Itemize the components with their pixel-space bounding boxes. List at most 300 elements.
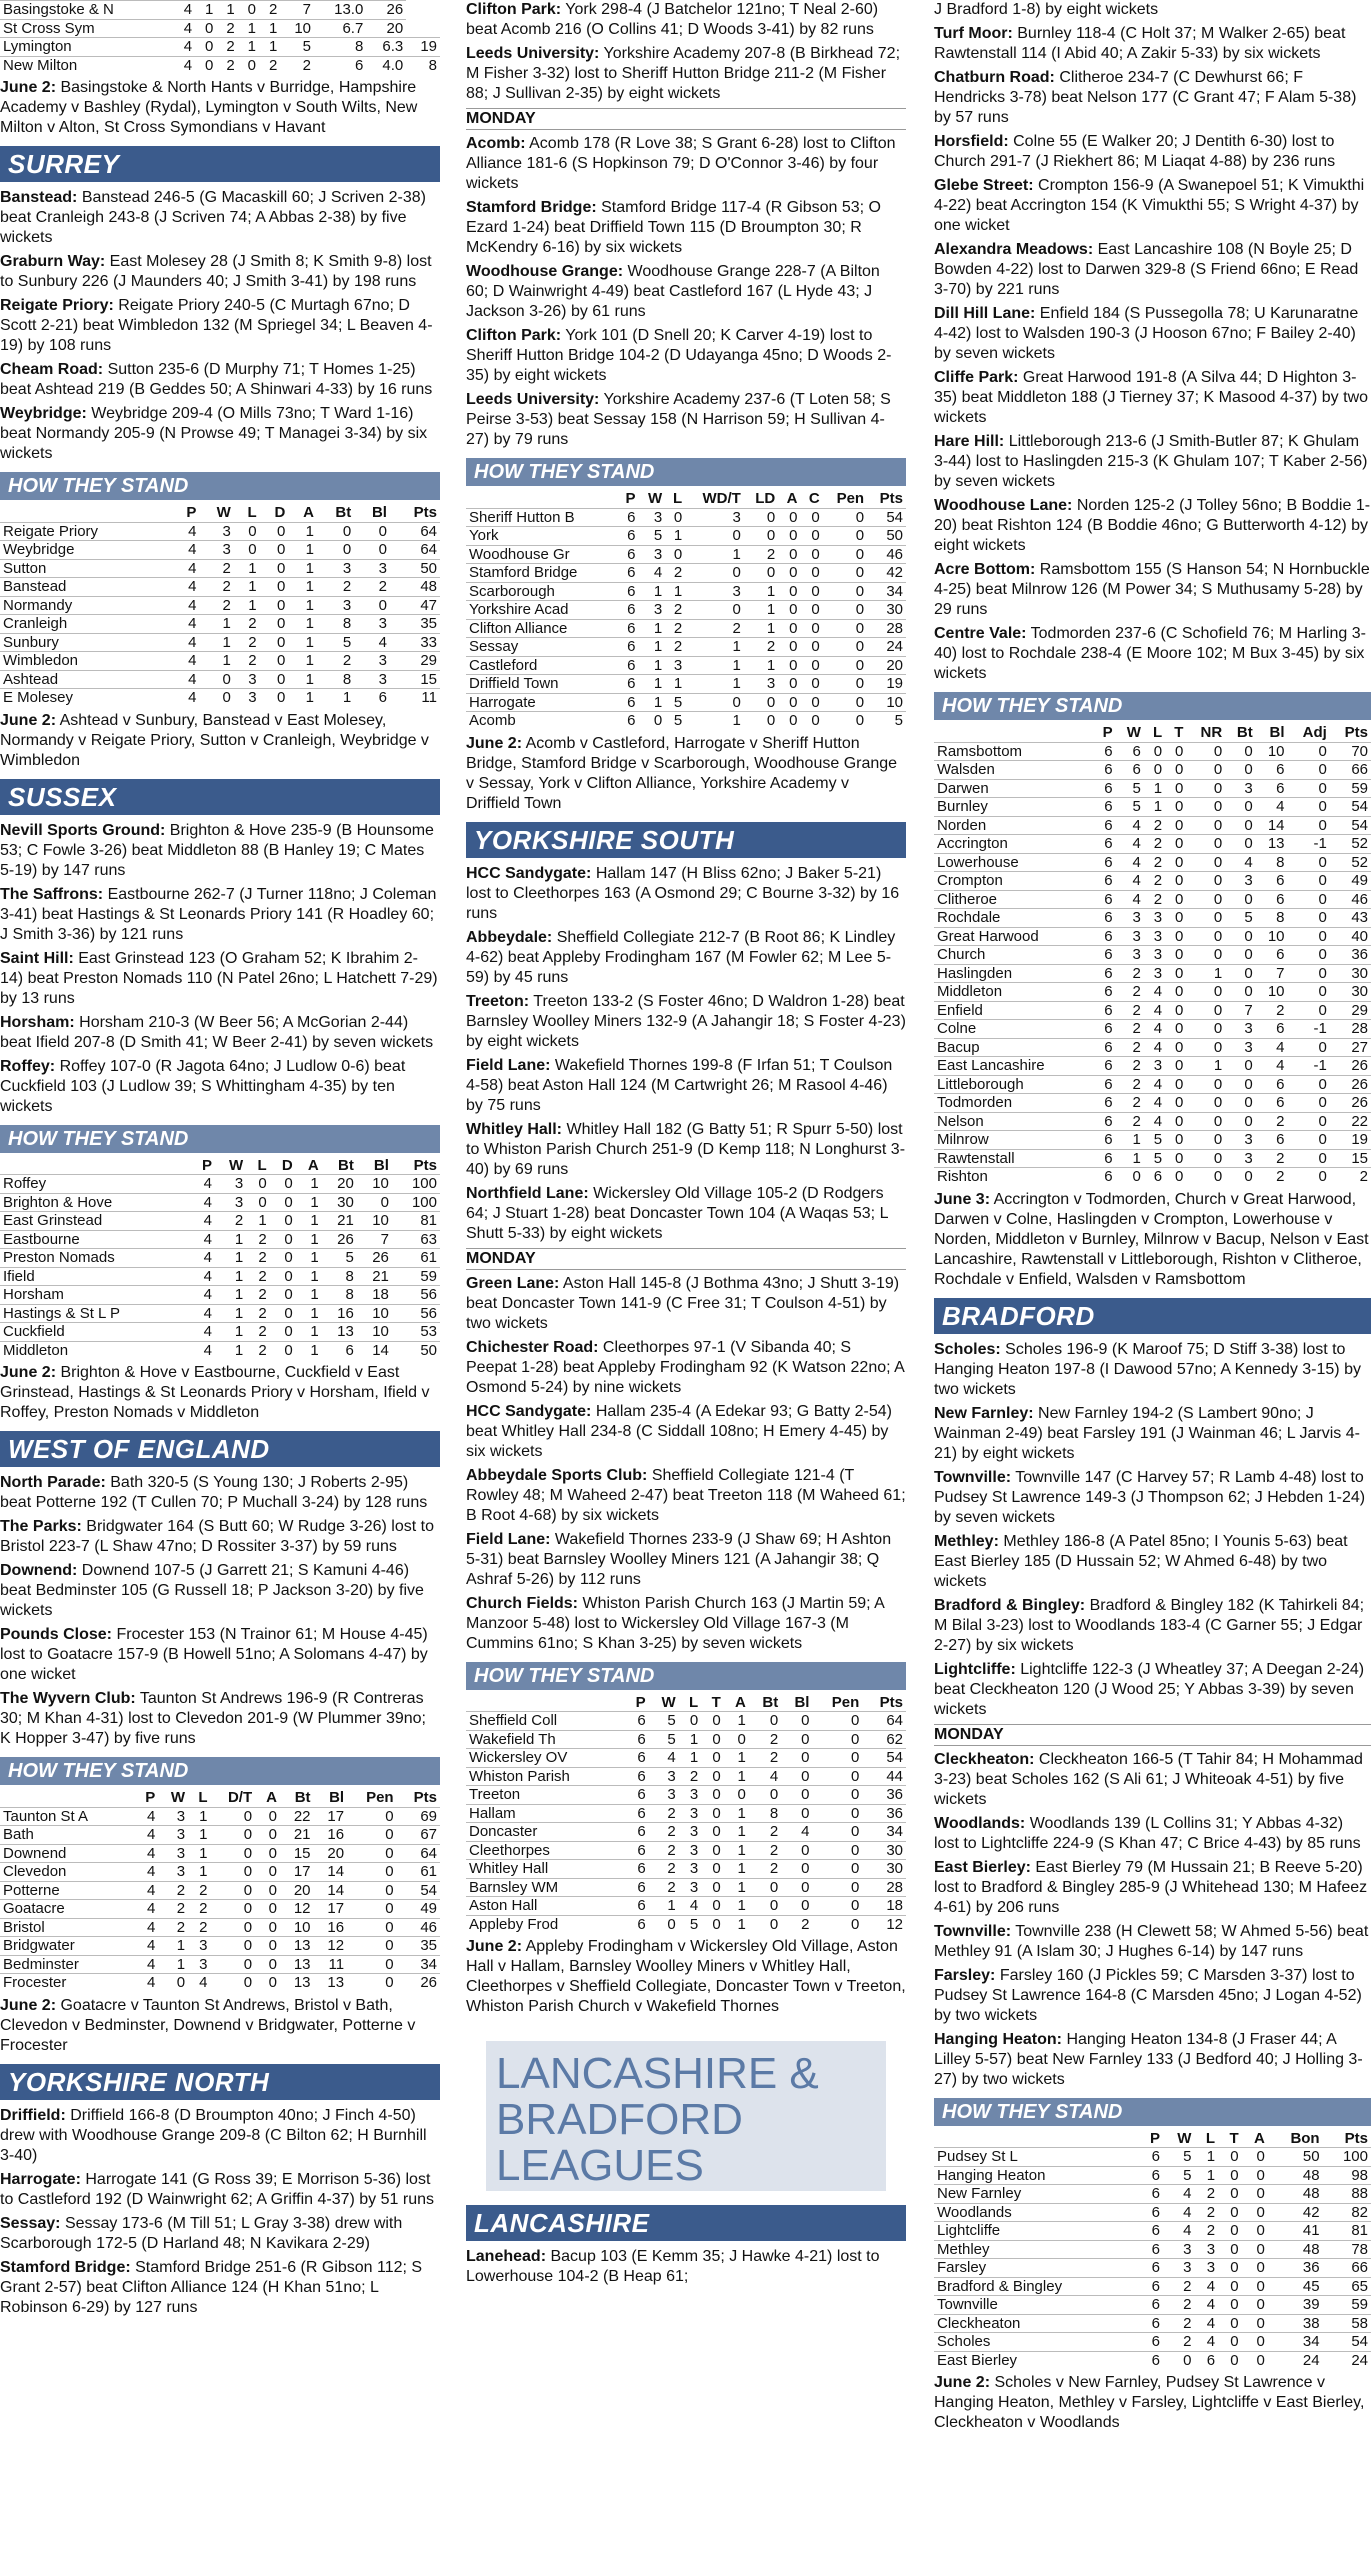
column-header: T xyxy=(711,1693,721,1711)
stat-cell: 2 xyxy=(246,1323,269,1342)
stat-cell: 82 xyxy=(1323,2203,1371,2222)
match-result xyxy=(0,1561,440,1621)
stat-cell: 0 xyxy=(1144,761,1165,780)
venue-label: Sessay: xyxy=(0,2214,61,2232)
stat-cell: 4 xyxy=(172,670,199,689)
stat-cell: 1 xyxy=(1194,2148,1218,2167)
stat-cell: 17 xyxy=(280,1863,314,1882)
venue-label: Green Lane: xyxy=(466,1274,560,1292)
stat-cell: 54 xyxy=(397,1881,440,1900)
stat-cell: 4 xyxy=(1256,1057,1288,1076)
column-header: D xyxy=(274,504,286,521)
stat-cell: 0 xyxy=(1225,761,1256,780)
standings-header: HOW THEY STAND xyxy=(0,1125,440,1153)
stat-cell: 6 xyxy=(617,582,638,601)
stat-cell: 0 xyxy=(1165,1075,1186,1094)
stat-cell: 2 xyxy=(1116,1001,1144,1020)
stat-cell: 1 xyxy=(288,670,317,689)
stat-cell: 0 xyxy=(270,1304,296,1323)
column-header: Bl xyxy=(373,1156,389,1174)
stat-cell: 30 xyxy=(1330,964,1371,983)
table-row xyxy=(934,1131,1371,1150)
column-header: Pts xyxy=(413,504,437,521)
fixture-date: June 2: xyxy=(0,1996,57,2014)
stat-cell: 1 xyxy=(288,615,317,634)
stat-cell: 3 xyxy=(158,1826,188,1845)
team-name: Whiston Parish xyxy=(466,1767,625,1786)
stat-cell: 26 xyxy=(397,1974,440,1992)
match-result xyxy=(934,1750,1371,1810)
result-text: Frocester 153 (N Trainor 61; M House 4-45) lost to Goatacre 157-9 (B Howell 51no; A Solomans 4-47) by one wicket xyxy=(0,1626,428,1683)
team-name: York xyxy=(466,527,617,546)
stat-cell: 3 xyxy=(665,656,685,675)
stat-cell: 53 xyxy=(392,1323,440,1342)
stat-cell: 4 xyxy=(1194,2314,1218,2333)
table-row xyxy=(934,1057,1371,1076)
stat-cell: 7 xyxy=(1225,1001,1256,1020)
team-name: Clifton Alliance xyxy=(466,619,617,638)
fixtures xyxy=(0,1363,440,1423)
column-header: A xyxy=(734,1693,746,1711)
stat-cell: 6 xyxy=(625,1897,649,1916)
result-text: Farsley 160 (J Pickles 59; C Marsden 3-37) lost to Pudsey St Lawrence 164-8 (C Marsden 45no; J Logan 4-52) by two wickets xyxy=(934,1966,1362,2024)
stat-cell: 8 xyxy=(1256,853,1288,872)
stat-cell: 1 xyxy=(296,1212,322,1231)
venue-label: Methley: xyxy=(934,1532,999,1550)
column-header: L xyxy=(247,504,257,521)
stat-cell: 0 xyxy=(823,601,867,620)
column-3 xyxy=(934,0,1371,2560)
stat-cell: 6 xyxy=(1093,1131,1115,1150)
stat-cell: 13 xyxy=(322,1323,357,1342)
column-header xyxy=(934,2130,1138,2148)
stat-cell: 2 xyxy=(1194,2185,1218,2204)
stat-cell: 0 xyxy=(812,1823,862,1842)
stat-cell: 0 xyxy=(749,1786,781,1805)
result-text: Wakefield Thornes 233-9 (J Shaw 69; H Ashton 5-31) beat Barnsley Woolley Miners 121 (A Jahangir 38; Q Ashraf 5-26) by 112 runs xyxy=(466,1530,892,1588)
team-name: Sutton xyxy=(0,559,172,578)
stat-cell: 0 xyxy=(1242,2166,1268,2185)
column-header: C xyxy=(808,490,820,507)
match-result xyxy=(466,2247,906,2287)
stat-cell: 0 xyxy=(701,1712,724,1731)
fixture-date: June 2: xyxy=(0,79,57,96)
stat-cell: 0 xyxy=(701,1915,724,1933)
stat-cell: 22 xyxy=(1330,1112,1371,1131)
table-row xyxy=(934,1094,1371,1113)
stat-cell: 1 xyxy=(317,689,354,707)
stat-cell: 2 xyxy=(749,1860,781,1879)
table-row xyxy=(0,38,440,57)
table-row xyxy=(0,1304,440,1323)
table-row xyxy=(0,1249,440,1268)
table-header-row xyxy=(934,2130,1371,2148)
fixture-text: Scholes v New Farnley, Pudsey St Lawrence v Hanging Heaton, Methley v Farsley, Lightcliffe v East Bierley, Cleckheaton v Woodlands xyxy=(934,2374,1365,2431)
stat-cell: 28 xyxy=(1330,1020,1371,1039)
table-row xyxy=(934,1112,1371,1131)
stat-cell: 4 xyxy=(1194,2333,1218,2352)
stat-cell: 0 xyxy=(1218,2222,1242,2241)
stat-cell: 2 xyxy=(749,1823,781,1842)
stat-cell: 6 xyxy=(1093,1038,1115,1057)
stat-cell: 10 xyxy=(280,19,314,38)
section-header: SUSSEX xyxy=(0,779,440,815)
match-result xyxy=(0,949,440,1009)
stat-cell: 0 xyxy=(1165,964,1186,983)
table-row xyxy=(934,853,1371,872)
match-result xyxy=(466,44,906,104)
table-row xyxy=(0,1212,440,1231)
venue-label: Scholes: xyxy=(934,1340,1001,1358)
stat-cell: 0 xyxy=(1288,1038,1330,1057)
match-result xyxy=(934,368,1371,428)
stat-cell: 26 xyxy=(357,1249,392,1268)
table-row xyxy=(0,1267,440,1286)
stat-cell: 0 xyxy=(701,1897,724,1916)
stat-cell: 2 xyxy=(649,1878,679,1897)
stat-cell: 14 xyxy=(1256,816,1288,835)
stat-cell: 0 xyxy=(195,56,216,74)
fixture-date: June 2: xyxy=(934,2374,991,2391)
table-row xyxy=(0,1826,440,1845)
stat-cell: 0 xyxy=(812,1804,862,1823)
stat-cell: 0 xyxy=(347,1937,397,1956)
stat-cell: 4 xyxy=(135,1955,159,1974)
table-row xyxy=(0,541,440,560)
stat-cell: 4 xyxy=(172,596,199,615)
stat-cell: 0 xyxy=(724,1730,749,1749)
table-row xyxy=(934,2259,1371,2278)
stat-cell: 0 xyxy=(1186,1149,1225,1168)
stat-cell: 0 xyxy=(354,541,390,560)
stat-cell: 4 xyxy=(190,1286,215,1305)
stat-cell: 19 xyxy=(406,38,440,57)
stat-cell: 3 xyxy=(317,596,354,615)
stat-cell: 6 xyxy=(625,1730,649,1749)
column-header: Pts xyxy=(413,1789,437,1806)
stat-cell: 6 xyxy=(1138,2259,1163,2278)
stat-cell: 16 xyxy=(322,1304,357,1323)
match-result xyxy=(0,1517,440,1557)
stat-cell: 2 xyxy=(1163,2277,1194,2296)
stat-cell: 7 xyxy=(280,1,314,20)
stat-cell: 1 xyxy=(724,1878,749,1897)
stat-cell: 4 xyxy=(172,522,199,541)
stat-cell: 1 xyxy=(744,656,778,675)
stat-cell: 14 xyxy=(357,1341,392,1359)
stat-cell: 0 xyxy=(1242,2259,1268,2278)
stat-cell: 1 xyxy=(638,693,665,712)
stat-cell: 1 xyxy=(1144,798,1165,817)
column-header: Pts xyxy=(1344,2129,1368,2147)
team-name: Sessay xyxy=(466,638,617,657)
stat-cell: 0 xyxy=(1225,927,1256,946)
stat-cell: 0 xyxy=(1242,2277,1268,2296)
match-result xyxy=(934,496,1371,556)
team-name: Taunton St A xyxy=(0,1807,135,1826)
stat-cell: 2 xyxy=(1116,1038,1144,1057)
result-text: Ramsbottom 155 (S Hanson 54; N Hornbuckle 4-25) beat Milnrow 126 (M Power 34; S Muthusamy 5-28) by 29 runs xyxy=(934,561,1370,618)
stat-cell: 0 xyxy=(812,1786,862,1805)
stat-cell: 4 xyxy=(174,19,195,38)
venue-label: Cheam Road: xyxy=(0,361,104,378)
column-header: W xyxy=(1177,2129,1192,2147)
column-header: Pen xyxy=(366,1789,394,1806)
team-name: Reigate Priory xyxy=(0,522,172,541)
stat-cell: 0 xyxy=(1288,1168,1330,1186)
stat-cell: 2 xyxy=(216,19,237,38)
match-result xyxy=(934,1966,1371,2026)
stat-cell: 0 xyxy=(1242,2333,1268,2352)
stat-cell: 16 xyxy=(314,1826,348,1845)
table-row xyxy=(934,983,1371,1002)
stat-cell: 100 xyxy=(392,1175,440,1194)
team-name: Frocester xyxy=(0,1974,135,1992)
stat-cell: 78 xyxy=(1323,2240,1371,2259)
stat-cell: 0 xyxy=(801,619,823,638)
stat-cell: 4 xyxy=(190,1267,215,1286)
column-header: L xyxy=(257,1156,267,1174)
stat-cell: 0 xyxy=(778,656,800,675)
stat-cell: 4 xyxy=(1163,2203,1194,2222)
table-row xyxy=(934,2166,1371,2185)
stat-cell: 6 xyxy=(1093,872,1115,891)
column-header: L xyxy=(673,490,683,507)
match-result xyxy=(466,1274,906,1334)
stat-cell: 0 xyxy=(1186,890,1225,909)
fixture-text: Goatacre v Taunton St Andrews, Bristol v Bath, Clevedon v Bedminster, Downend v Bridgwater, Potterne v Frocester xyxy=(0,1996,416,2054)
stat-cell: 1 xyxy=(188,1844,210,1863)
stat-cell: 0 xyxy=(211,1844,256,1863)
stat-cell: 1 xyxy=(288,633,317,652)
stat-cell: 0 xyxy=(211,1881,256,1900)
stat-cell: 0 xyxy=(255,1955,280,1974)
stat-cell: 0 xyxy=(1288,798,1330,817)
table-row xyxy=(466,638,906,657)
table-row xyxy=(934,779,1371,798)
stat-cell: 0 xyxy=(823,508,867,527)
table-row xyxy=(0,522,440,541)
stat-cell: 0 xyxy=(260,578,289,597)
venue-label: Centre Vale: xyxy=(934,625,1027,642)
stat-cell: 6 xyxy=(1256,761,1288,780)
stat-cell: 0 xyxy=(1225,1075,1256,1094)
stat-cell: 0 xyxy=(1288,816,1330,835)
column-header: W xyxy=(170,1789,186,1806)
stat-cell: 35 xyxy=(397,1937,440,1956)
stat-cell: 2 xyxy=(1144,853,1165,872)
stat-cell: 5 xyxy=(1144,1131,1165,1150)
result-text: Woodhouse Grange 228-7 (A Bilton 60; D Wainwright 4-49) beat Castleford 167 (L Hyde 43; J Jackson 3-26) by 61 runs xyxy=(466,263,880,320)
stat-cell: 1 xyxy=(724,1749,749,1768)
fixture-text: Accrington v Todmorden, Church v Great Harwood, Darwen v Colne, Haslingden v Crompton, Lowerhouse v Norden, Middleton v Burnley, Milnrow v Bacup, Nelson v East Lancashire, Rawtenstall v Littleborough, Rishton v Clitheroe, Rochdale v Enfield, Walsden v Ramsbottom xyxy=(934,1190,1369,1288)
venue-label: Cleckheaton: xyxy=(934,1750,1035,1768)
stat-cell: 2 xyxy=(216,38,237,57)
stat-cell: 27 xyxy=(1330,1038,1371,1057)
match-result xyxy=(0,252,440,292)
stat-cell: 2 xyxy=(246,1304,269,1323)
section-header: BRADFORD xyxy=(934,1298,1371,1334)
stat-cell: 2 xyxy=(649,1804,679,1823)
stat-cell: 1 xyxy=(234,578,260,597)
stat-cell: 0 xyxy=(685,601,744,620)
stat-cell: 0 xyxy=(701,1860,724,1879)
stat-cell: 20 xyxy=(366,19,406,38)
table-row xyxy=(934,1075,1371,1094)
stat-cell: 2 xyxy=(1116,1020,1144,1039)
column-header: A xyxy=(303,504,314,521)
stat-cell: 54 xyxy=(862,1749,906,1768)
stat-cell: 8 xyxy=(314,38,366,57)
result-text: Bath 320-5 (S Young 130; J Roberts 2-95) beat Potterne 192 (T Cullen 70; P Muchall 3-24) by 128 runs xyxy=(0,1474,428,1511)
stat-cell: 0 xyxy=(238,56,259,74)
column-header: A xyxy=(1254,2129,1265,2147)
venue-label: Woodhouse Lane: xyxy=(934,497,1073,514)
stat-cell: 1 xyxy=(215,1230,246,1249)
stat-cell: 0 xyxy=(1165,1057,1186,1076)
match-result xyxy=(0,1013,440,1053)
stat-cell: 4 xyxy=(1116,816,1144,835)
stat-cell: 2 xyxy=(246,1230,269,1249)
stat-cell: 6 xyxy=(1256,1075,1288,1094)
stat-cell: 3 xyxy=(317,559,354,578)
match-result xyxy=(466,262,906,322)
stat-cell: 0 xyxy=(778,601,800,620)
stat-cell: 6 xyxy=(1093,964,1115,983)
stat-cell: 6 xyxy=(625,1767,649,1786)
stat-cell: 4 xyxy=(190,1341,215,1359)
match-result xyxy=(934,432,1371,492)
stat-cell: 2 xyxy=(685,619,744,638)
stat-cell: 1 xyxy=(234,559,260,578)
stat-cell: 48 xyxy=(1268,2166,1323,2185)
stat-cell: 0 xyxy=(255,1974,280,1992)
stat-cell: 0 xyxy=(812,1878,862,1897)
table-row xyxy=(0,1918,440,1937)
stat-cell: 3 xyxy=(158,1807,188,1826)
venue-label: Townville: xyxy=(934,1468,1012,1486)
stat-cell: 0 xyxy=(701,1749,724,1768)
stat-cell: 1 xyxy=(216,1,237,20)
stat-cell: 2 xyxy=(749,1749,781,1768)
stat-cell: 0 xyxy=(270,1323,296,1342)
result-text: Clitheroe 234-7 (C Dewhurst 66; F Hendricks 3-78) beat Nelson 177 (C Grant 47; F Alam 5-38) by 57 runs xyxy=(934,69,1357,126)
column-header: A xyxy=(266,1789,277,1806)
stat-cell: 6 xyxy=(1093,890,1115,909)
venue-label: Acomb: xyxy=(466,135,526,152)
match-result xyxy=(466,0,906,40)
stat-cell: 3 xyxy=(1225,1149,1256,1168)
team-name: Cleckheaton xyxy=(934,2314,1138,2333)
stat-cell: 0 xyxy=(1288,964,1330,983)
stat-cell: 0 xyxy=(701,1730,724,1749)
stat-cell: 2 xyxy=(665,564,685,583)
table-row xyxy=(466,619,906,638)
venue-label: Reigate Priory: xyxy=(0,297,114,314)
stat-cell: 2 xyxy=(1163,2314,1194,2333)
stat-cell: 1 xyxy=(638,638,665,657)
team-name: Goatacre xyxy=(0,1900,135,1919)
stat-cell: 0 xyxy=(801,545,823,564)
stat-cell: 5 xyxy=(665,693,685,712)
team-name: Driffield Town xyxy=(466,675,617,694)
result-text: Townville 147 (C Harvey 57; R Lamb 4-48) lost to Pudsey St Lawrence 149-3 (J Thompson 62; J Hebden 1-24) by seven wickets xyxy=(934,1468,1366,1526)
stat-cell: 2 xyxy=(665,638,685,657)
stat-cell: 5 xyxy=(1163,2148,1194,2167)
stat-cell: 1 xyxy=(199,615,233,634)
team-name: Sheriff Hutton B xyxy=(466,508,617,527)
stat-cell: 6 xyxy=(617,638,638,657)
stat-cell: 4 xyxy=(638,564,665,583)
stat-cell: 0 xyxy=(778,675,800,694)
result-text: Stamford Bridge 117-4 (R Gibson 53; O Ezard 1-24) beat Driffield Town 115 (D Broumpton 30; R McKendry 6-16) by six wickets xyxy=(466,199,881,256)
stat-cell: 66 xyxy=(1330,761,1371,780)
column-2 xyxy=(466,0,906,2560)
match-result xyxy=(466,198,906,258)
match-result xyxy=(934,2030,1371,2090)
stat-cell: 0 xyxy=(749,1897,781,1916)
stat-cell: 54 xyxy=(1330,798,1371,817)
stat-cell: 1 xyxy=(1194,2166,1218,2185)
team-name: Rishton xyxy=(934,1168,1093,1186)
stat-cell: 0 xyxy=(812,1730,862,1749)
stat-cell: 0 xyxy=(1288,983,1330,1002)
table-row xyxy=(934,964,1371,983)
venue-label: Chichester Road: xyxy=(466,1338,599,1356)
stat-cell: 4 xyxy=(679,1897,702,1916)
stat-cell: 0 xyxy=(1288,1001,1330,1020)
stat-cell: 30 xyxy=(862,1841,906,1860)
team-name: Bradford & Bingley xyxy=(934,2277,1138,2296)
stat-cell: 1 xyxy=(158,1937,188,1956)
stat-cell: 0 xyxy=(1218,2166,1242,2185)
stat-cell: 4 xyxy=(1116,890,1144,909)
stat-cell: 5 xyxy=(1116,779,1144,798)
table-row xyxy=(0,56,440,74)
stat-cell: 26 xyxy=(1330,1057,1371,1076)
stat-cell: 2 xyxy=(1330,1168,1371,1186)
table-row xyxy=(934,1020,1371,1039)
stat-cell: 2 xyxy=(649,1860,679,1879)
table-row xyxy=(466,1860,906,1879)
stat-cell: 3 xyxy=(158,1844,188,1863)
stat-cell: 0 xyxy=(1288,1094,1330,1113)
stat-cell: 39 xyxy=(1268,2296,1323,2315)
stat-cell: 1 xyxy=(288,689,317,707)
stat-cell: 0 xyxy=(823,693,867,712)
stat-cell: 2 xyxy=(1256,1168,1288,1186)
team-name: Great Harwood xyxy=(934,927,1093,946)
stat-cell: 0 xyxy=(781,1897,812,1916)
stat-cell: 6 xyxy=(1093,761,1115,780)
stat-cell: 21 xyxy=(280,1826,314,1845)
stat-cell: 0 xyxy=(781,1712,812,1731)
stat-cell: 0 xyxy=(801,712,823,730)
stat-cell: 3 xyxy=(354,652,390,671)
stat-cell: 67 xyxy=(397,1826,440,1845)
team-name: Rawtenstall xyxy=(934,1149,1093,1168)
table-row xyxy=(934,2314,1371,2333)
team-name: Todmorden xyxy=(934,1094,1093,1113)
venue-label: Stamford Bridge: xyxy=(466,199,597,216)
match-result xyxy=(0,2258,440,2318)
stat-cell: 30 xyxy=(867,601,906,620)
standings-table xyxy=(0,504,440,707)
table-row xyxy=(934,2296,1371,2315)
stat-cell: 4 xyxy=(135,1900,159,1919)
stat-cell: 16 xyxy=(314,1918,348,1937)
stat-cell: 8 xyxy=(322,1286,357,1305)
